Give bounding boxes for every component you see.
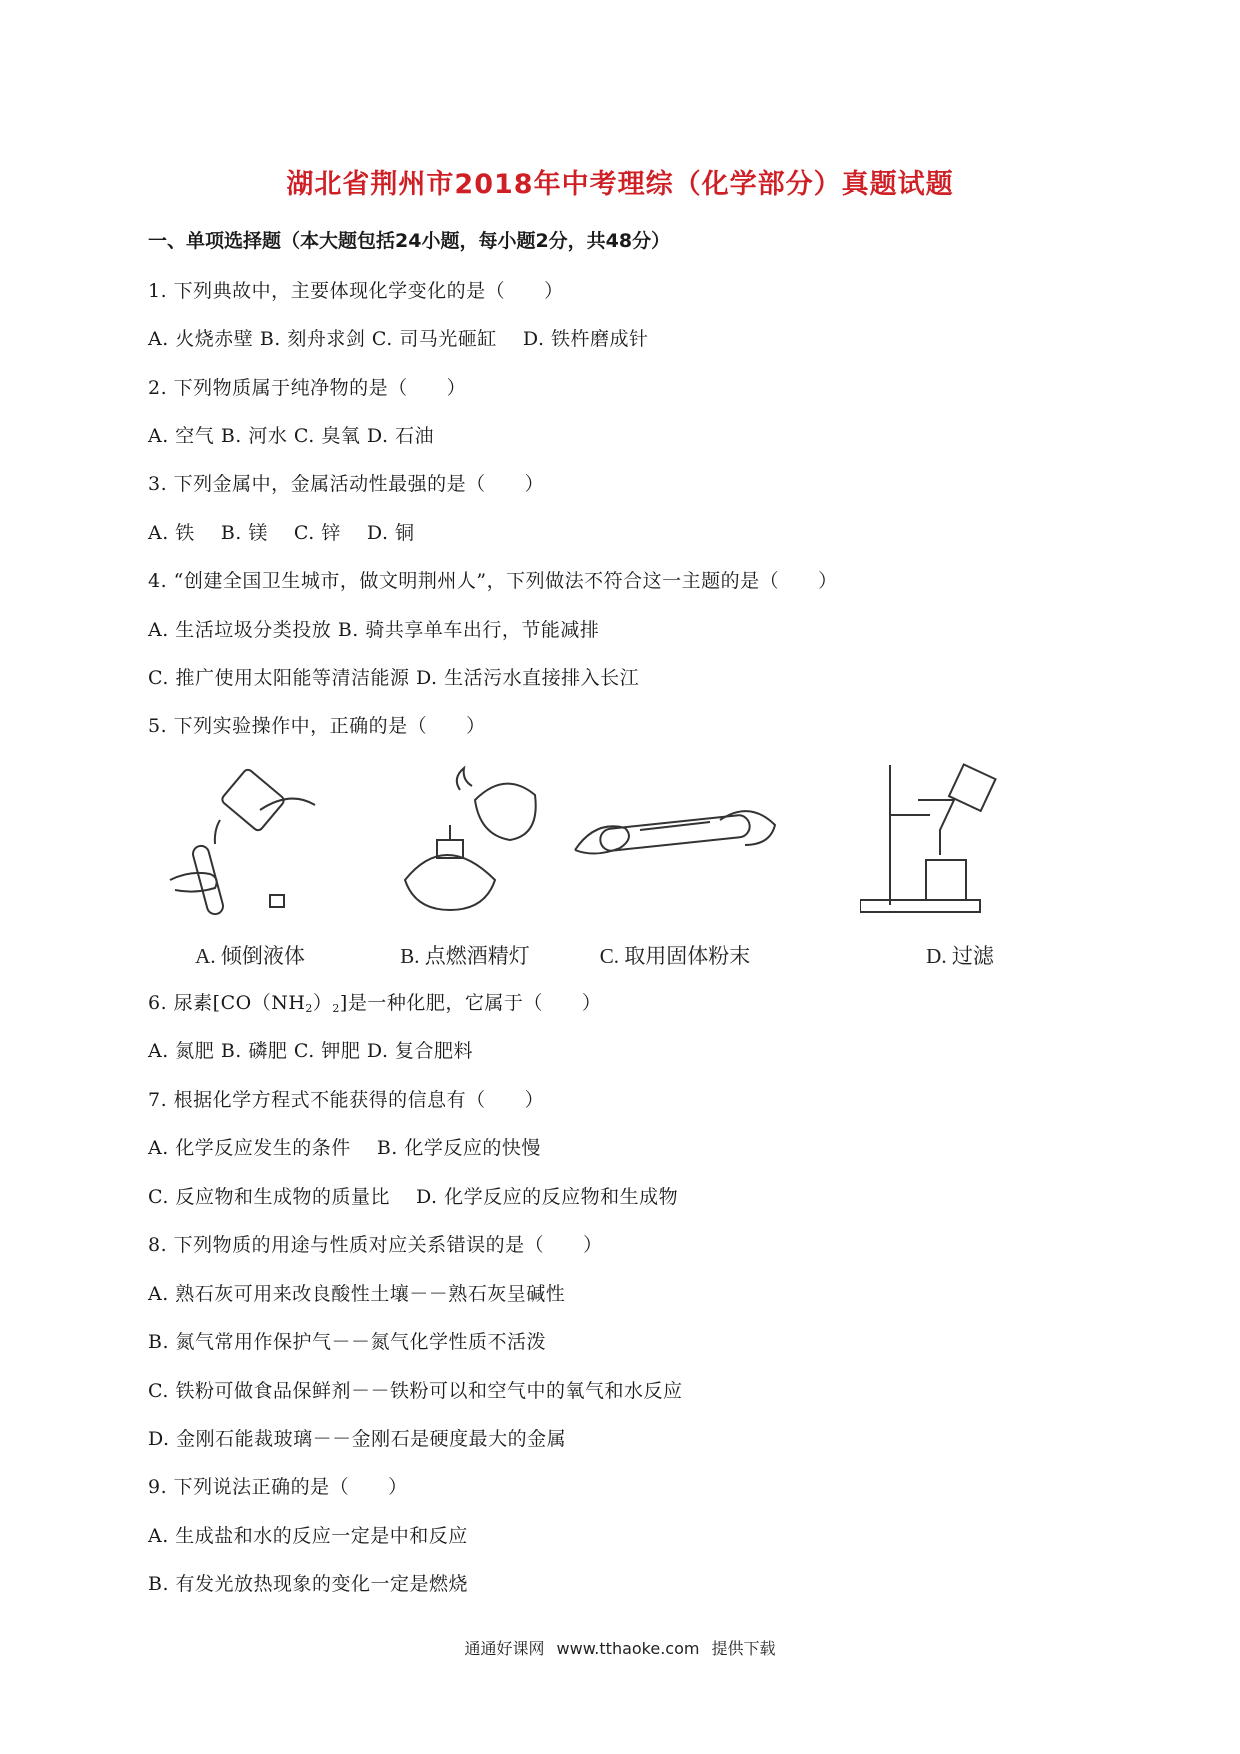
question-line: A. 生活垃圾分类投放 B. 骑共享单车出行，节能减排 (148, 619, 600, 641)
figure-caption: C. 取用固体粉末 (599, 944, 751, 968)
filtration-icon (860, 760, 1060, 930)
question-line: 1. 下列典故中，主要体现化学变化的是（ ） (148, 280, 564, 302)
alcohol-lamp-icon (375, 760, 555, 930)
question-line: C. 推广使用太阳能等清洁能源 D. 生活污水直接排入长江 (148, 667, 640, 689)
question-line: C. 反应物和生成物的质量比 D. 化学反应的反应物和生成物 (148, 1186, 679, 1208)
question-line: A. 氮肥 B. 磷肥 C. 钾肥 D. 复合肥料 (148, 1040, 474, 1062)
question-line: A. 熟石灰可用来改良酸性土壤－－熟石灰呈碱性 (148, 1283, 566, 1305)
figure-a (160, 760, 340, 970)
question-line: B. 氮气常用作保护气－－氮气化学性质不活泼 (148, 1331, 547, 1353)
question-line: A. 空气 B. 河水 C. 臭氧 D. 石油 (148, 425, 435, 447)
question-line: 5. 下列实验操作中，正确的是（ ） (148, 715, 486, 737)
question-line: 4. “创建全国卫生城市，做文明荆州人”，下列做法不符合这一主题的是（ ） (148, 570, 838, 592)
footer-site: 通通好课网 (464, 1639, 545, 1658)
question-line: D. 金刚石能裁玻璃－－金刚石是硬度最大的金属 (148, 1428, 567, 1450)
question-line: 9. 下列说法正确的是（ ） (148, 1476, 408, 1498)
figure-caption: D. 过滤 (926, 944, 994, 968)
question-line: A. 生成盐和水的反应一定是中和反应 (148, 1525, 468, 1547)
question-line: A. 铁 B. 镁 C. 锌 D. 铜 (148, 522, 415, 544)
question-line: B. 有发光放热现象的变化一定是燃烧 (148, 1573, 469, 1595)
page-title: 湖北省荆州市2018年中考理综（化学部分）真题试题 (286, 169, 954, 200)
question-line: 3. 下列金属中，金属活动性最强的是（ ） (148, 473, 545, 495)
footer-note: 提供下载 (711, 1639, 776, 1658)
figure-c (570, 760, 780, 970)
question-line: 6. 尿素$[CO(NH_2)_2]$是一种化肥，它属于（ ） (148, 992, 602, 1015)
figure-b (375, 760, 555, 970)
question-line: C. 铁粉可做食品保鲜剂－－铁粉可以和空气中的氧气和水反应 (148, 1380, 683, 1402)
figure-d (860, 760, 1060, 970)
figure-caption: A. 倾倒液体 (195, 944, 305, 968)
question-line: 7. 根据化学方程式不能获得的信息有（ ） (148, 1089, 545, 1111)
question-line: 2. 下列物质属于纯净物的是（ ） (148, 377, 467, 399)
question-line: A. 化学反应发生的条件 B. 化学反应的快慢 (148, 1137, 541, 1159)
pour-liquid-icon (160, 760, 340, 930)
question-line: 8. 下列物质的用途与性质对应关系错误的是（ ） (148, 1234, 603, 1256)
section-heading: 一、单项选择题（本大题包括24小题，每小题2分，共48分） (148, 230, 671, 252)
test-tube-powder-icon (570, 760, 780, 930)
question-line: A. 火烧赤壁 B. 刻舟求剑 C. 司马光砸缸 D. 铁杵磨成针 (148, 328, 649, 350)
footer-url[interactable]: www.tthaoke.com (556, 1639, 700, 1658)
experiment-figures (160, 760, 1060, 970)
page-footer (0, 1636, 1240, 1659)
figure-caption: B. 点燃酒精灯 (400, 944, 530, 968)
